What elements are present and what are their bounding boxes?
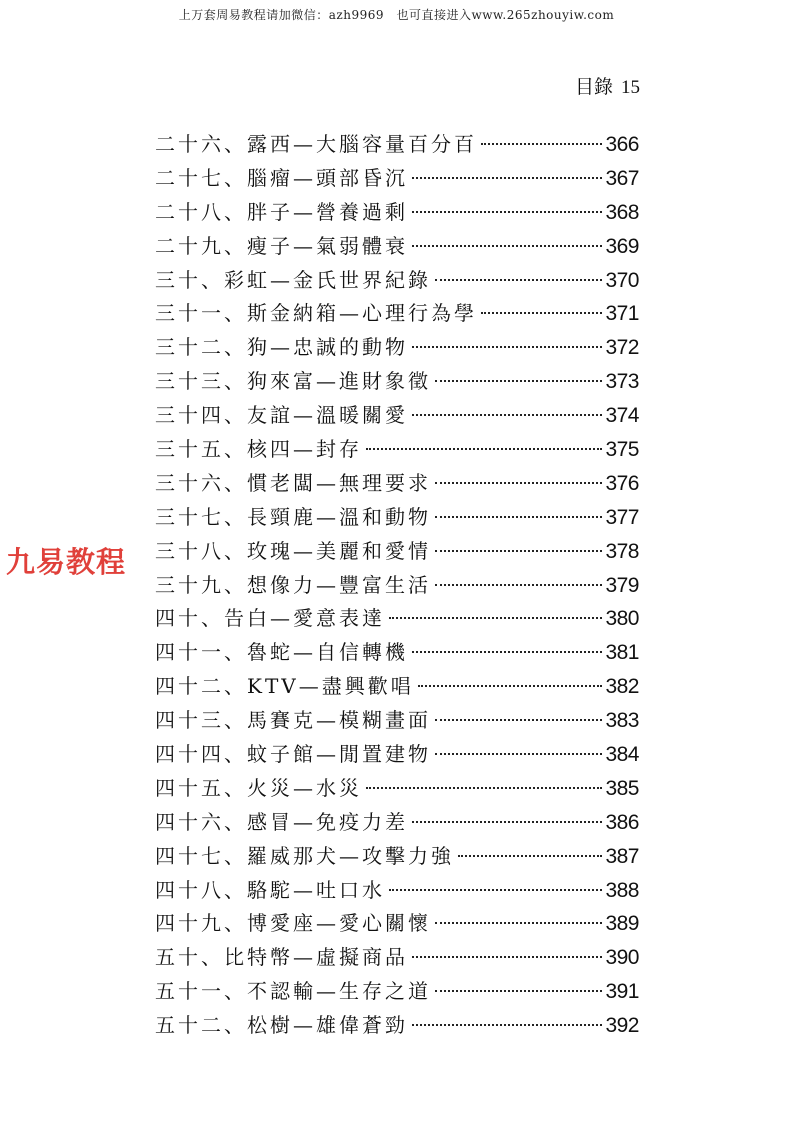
watermark-logo: 九易教程 <box>6 545 127 579</box>
toc-dot-leader <box>435 279 602 281</box>
toc-entry-title: 二十六、露西—大腦容量百分百 <box>155 132 477 156</box>
toc-dot-leader <box>435 380 602 382</box>
top-banner: 上万套周易教程请加微信：azh9969 也可直接进入www.265zhouyiw.com <box>178 8 615 22</box>
toc-entry-title: 五十二、松樹—雄偉蒼勁 <box>155 1013 408 1038</box>
toc-entry-page: 390 <box>605 946 639 970</box>
toc-entry-title: 二十九、瘦子—氣弱體衰 <box>155 233 408 258</box>
toc-entry-title: 四十三、馬賽克—模糊畫面 <box>155 708 431 733</box>
toc-entry-title: 三十四、友誼—溫暖關愛 <box>155 403 408 428</box>
toc-dot-leader <box>481 143 602 145</box>
table-of-contents <box>155 128 639 1043</box>
toc-entry[interactable] <box>155 196 639 230</box>
header-title: 目錄 <box>574 76 613 98</box>
toc-entry[interactable] <box>155 907 639 941</box>
toc-entry-page: 374 <box>605 404 639 428</box>
toc-entry-title: 三十六、慣老闆—無理要求 <box>155 470 431 495</box>
toc-entry-page: 391 <box>605 980 639 1004</box>
toc-entry[interactable] <box>155 772 639 806</box>
toc-entry-page: 373 <box>605 370 639 394</box>
toc-entry-page: 372 <box>605 336 639 360</box>
toc-entry[interactable] <box>155 602 639 636</box>
toc-dot-leader <box>435 584 602 586</box>
toc-entry-page: 384 <box>605 743 639 767</box>
toc-dot-leader <box>435 482 602 484</box>
toc-entry-page: 377 <box>605 505 639 529</box>
toc-entry[interactable] <box>155 941 639 975</box>
toc-entry-title: 四十五、火災—水災 <box>155 775 362 800</box>
toc-dot-leader <box>435 550 602 552</box>
toc-entry-title: 四十二、KTV—盡興歡唱 <box>155 674 414 699</box>
toc-entry-title: 四十四、蚊子館—閒置建物 <box>155 742 431 767</box>
toc-dot-leader <box>435 922 602 924</box>
toc-entry-page: 368 <box>605 200 639 224</box>
toc-entry[interactable] <box>155 975 639 1009</box>
toc-entry-page: 385 <box>605 776 639 800</box>
toc-entry-page: 380 <box>605 607 639 631</box>
toc-dot-leader <box>435 753 602 755</box>
toc-entry-page: 388 <box>605 878 639 902</box>
toc-entry[interactable] <box>155 365 639 399</box>
toc-dot-leader <box>412 1024 602 1026</box>
toc-dot-leader <box>412 177 602 179</box>
toc-dot-leader <box>412 211 602 213</box>
toc-entry[interactable] <box>155 501 639 535</box>
toc-entry[interactable] <box>155 230 639 264</box>
toc-entry[interactable] <box>155 297 639 331</box>
toc-dot-leader <box>412 651 602 653</box>
toc-entry-title: 五十一、不認輸—生存之道 <box>155 979 431 1004</box>
toc-entry-page: 383 <box>605 709 639 733</box>
toc-entry-page: 392 <box>605 1014 639 1038</box>
toc-entry-title: 三十三、狗來富—進財象徵 <box>155 369 431 394</box>
toc-dot-leader <box>435 719 602 721</box>
toc-entry-page: 389 <box>605 912 639 936</box>
toc-entry-title: 三十、彩虹—金氏世界紀錄 <box>155 267 431 292</box>
toc-entry-title: 五十、比特幣—虛擬商品 <box>155 945 408 970</box>
toc-entry[interactable] <box>155 806 639 840</box>
toc-entry-title: 三十八、玫瑰—美麗和愛情 <box>155 538 431 563</box>
toc-entry-title: 四十八、駱駝—吐口水 <box>155 877 385 902</box>
toc-entry[interactable] <box>155 636 639 670</box>
toc-dot-leader <box>412 245 602 247</box>
toc-entry[interactable] <box>155 467 639 501</box>
toc-entry-page: 369 <box>605 234 639 258</box>
toc-entry-title: 四十六、感冒—免疫力差 <box>155 809 408 834</box>
toc-entry[interactable] <box>155 738 639 772</box>
header-page-number: 15 <box>621 77 640 98</box>
toc-entry-page: 375 <box>605 438 639 462</box>
page-header <box>575 72 640 99</box>
toc-dot-leader <box>435 990 602 992</box>
toc-entry[interactable] <box>155 1009 639 1043</box>
toc-entry-page: 386 <box>605 810 639 834</box>
toc-dot-leader <box>458 855 602 857</box>
toc-entry-page: 370 <box>605 268 639 292</box>
toc-entry[interactable] <box>155 162 639 196</box>
toc-entry-title: 二十七、腦瘤—頭部昏沉 <box>155 165 408 190</box>
toc-dot-leader <box>481 312 602 314</box>
toc-entry-title: 三十二、狗—忠誠的動物 <box>155 335 408 360</box>
toc-dot-leader <box>435 516 602 518</box>
toc-dot-leader <box>412 956 602 958</box>
toc-entry-page: 366 <box>605 133 639 156</box>
toc-dot-leader <box>418 685 603 687</box>
toc-dot-leader <box>366 787 602 789</box>
toc-dot-leader <box>412 346 602 348</box>
toc-entry[interactable] <box>155 569 639 603</box>
toc-dot-leader <box>412 821 602 823</box>
toc-entry[interactable] <box>155 331 639 365</box>
toc-entry-title: 三十五、核四—封存 <box>155 437 362 462</box>
toc-entry[interactable] <box>155 874 639 908</box>
toc-entry[interactable] <box>155 840 639 874</box>
toc-entry-title: 三十七、長頸鹿—溫和動物 <box>155 504 431 529</box>
toc-entry[interactable] <box>155 670 639 704</box>
toc-dot-leader <box>389 889 602 891</box>
toc-entry[interactable] <box>155 704 639 738</box>
toc-entry-title: 四十九、博愛座—愛心關懷 <box>155 911 431 936</box>
toc-entry-page: 387 <box>605 844 639 868</box>
toc-entry-title: 三十一、斯金納箱—心理行為學 <box>155 301 477 326</box>
toc-entry-page: 367 <box>605 166 639 190</box>
toc-entry[interactable] <box>155 399 639 433</box>
toc-entry-title: 四十、告白—愛意表達 <box>155 606 385 631</box>
toc-entry[interactable] <box>155 128 639 162</box>
toc-entry[interactable] <box>155 433 639 467</box>
toc-entry-page: 382 <box>605 675 639 699</box>
toc-entry-page: 376 <box>605 471 639 495</box>
toc-entry-title: 二十八、胖子—營養過剩 <box>155 199 408 224</box>
toc-dot-leader <box>412 414 602 416</box>
toc-entry[interactable] <box>155 264 639 298</box>
toc-entry-page: 379 <box>605 573 639 597</box>
toc-entry-page: 371 <box>605 302 639 326</box>
toc-entry-title: 四十七、羅威那犬—攻擊力強 <box>155 843 454 868</box>
toc-dot-leader <box>389 617 602 619</box>
toc-entry-title: 三十九、想像力—豐富生活 <box>155 572 431 597</box>
toc-entry-page: 378 <box>605 539 639 563</box>
toc-entry-title: 四十一、魯蛇—自信轉機 <box>155 640 408 665</box>
toc-entry[interactable] <box>155 535 639 569</box>
toc-dot-leader <box>366 448 602 450</box>
toc-entry-page: 381 <box>605 641 639 665</box>
